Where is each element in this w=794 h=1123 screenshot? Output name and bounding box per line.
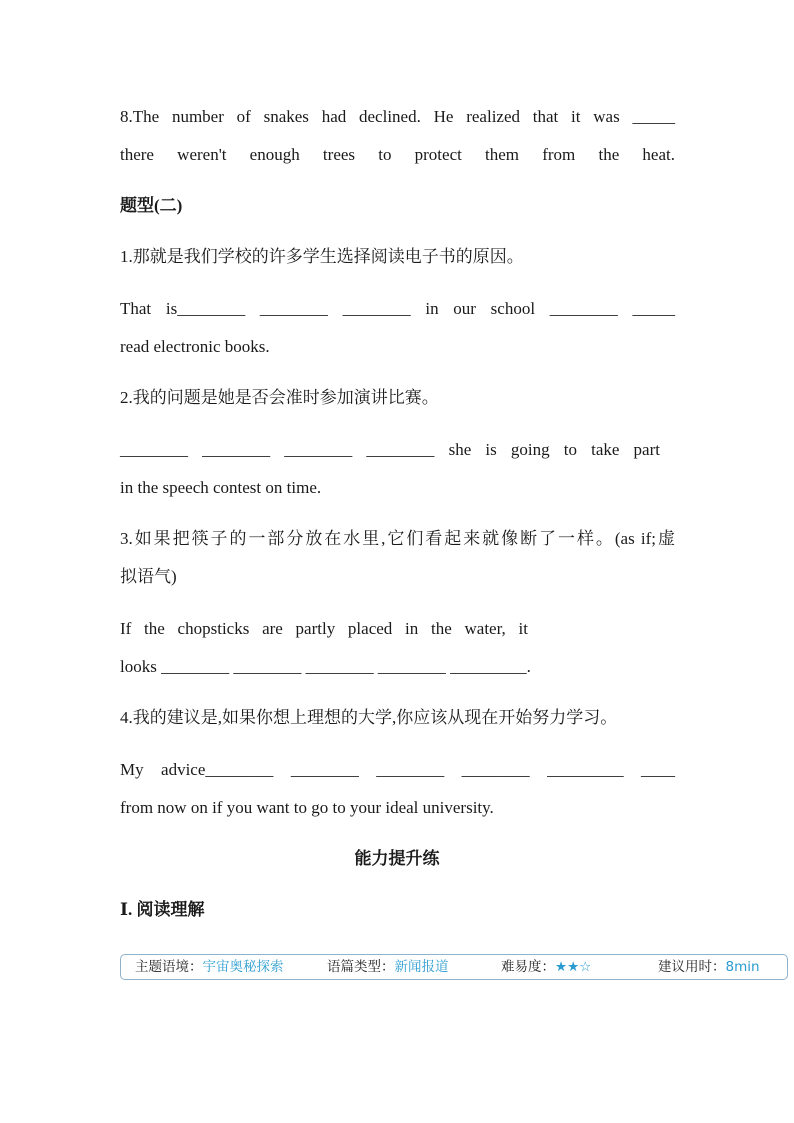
question-3-prompt-line-2: 拟语气) bbox=[120, 567, 177, 586]
question-3-answer-line-1: If the chopsticks are partly placed in the water, it bbox=[120, 619, 528, 638]
difficulty-stars-icon: ★★☆ bbox=[555, 959, 592, 975]
time-label: 建议用时： bbox=[658, 959, 726, 975]
time-field bbox=[658, 955, 760, 979]
part-heading-reading: Ⅰ. 阅读理解 bbox=[120, 900, 205, 919]
question-4-answer-line-2: from now on if you want to go to your ideal university. bbox=[120, 798, 494, 817]
difficulty-label: 难易度： bbox=[501, 959, 555, 975]
section-heading-type-2: 题型(二) bbox=[120, 196, 183, 215]
topic-label: 主题语境： bbox=[135, 959, 203, 975]
reading-info-bar bbox=[120, 954, 788, 980]
question-2-prompt: 2.我的问题是她是否会准时参加演讲比赛。 bbox=[120, 388, 439, 407]
genre-value: 新闻报道 bbox=[394, 959, 449, 975]
question-4-prompt: 4.我的建议是,如果你想上理想的大学,你应该从现在开始努力学习。 bbox=[120, 708, 618, 727]
question-8-line-2: there weren't enough trees to protect them from the heat. bbox=[120, 145, 675, 164]
genre-label: 语篇类型： bbox=[327, 959, 395, 975]
question-4-answer-line-1: My advice________ ________ ________ ________ _________ ____ bbox=[120, 760, 675, 779]
question-2-answer-line-2: in the speech contest on time. bbox=[120, 478, 322, 497]
time-value: 8min bbox=[725, 959, 760, 975]
question-1-prompt: 1.那就是我们学校的许多学生选择阅读电子书的原因。 bbox=[120, 247, 524, 266]
question-1-answer-line-1: That is________ ________ ________ in our school ________ _____ bbox=[120, 299, 675, 318]
question-3-prompt-line-1: 3.如果把筷子的一部分放在水里,它们看起来就像断了一样。(as if;虚 bbox=[120, 529, 675, 548]
topic-field bbox=[135, 955, 284, 979]
genre-field bbox=[327, 955, 449, 979]
topic-value: 宇宙奥秘探索 bbox=[202, 959, 284, 975]
question-2-answer-line-1: ________ ________ ________ ________ she is going to take part bbox=[120, 440, 660, 459]
question-1-answer-line-2: read electronic books. bbox=[120, 337, 270, 356]
question-3-answer-line-2: looks ________ ________ ________ ________ _________. bbox=[120, 657, 531, 676]
difficulty-field bbox=[501, 955, 591, 979]
section-title-ability: 能力提升练 bbox=[354, 849, 440, 868]
question-8-line-1: 8.The number of snakes had declined. He realized that it was _____ bbox=[120, 107, 675, 126]
